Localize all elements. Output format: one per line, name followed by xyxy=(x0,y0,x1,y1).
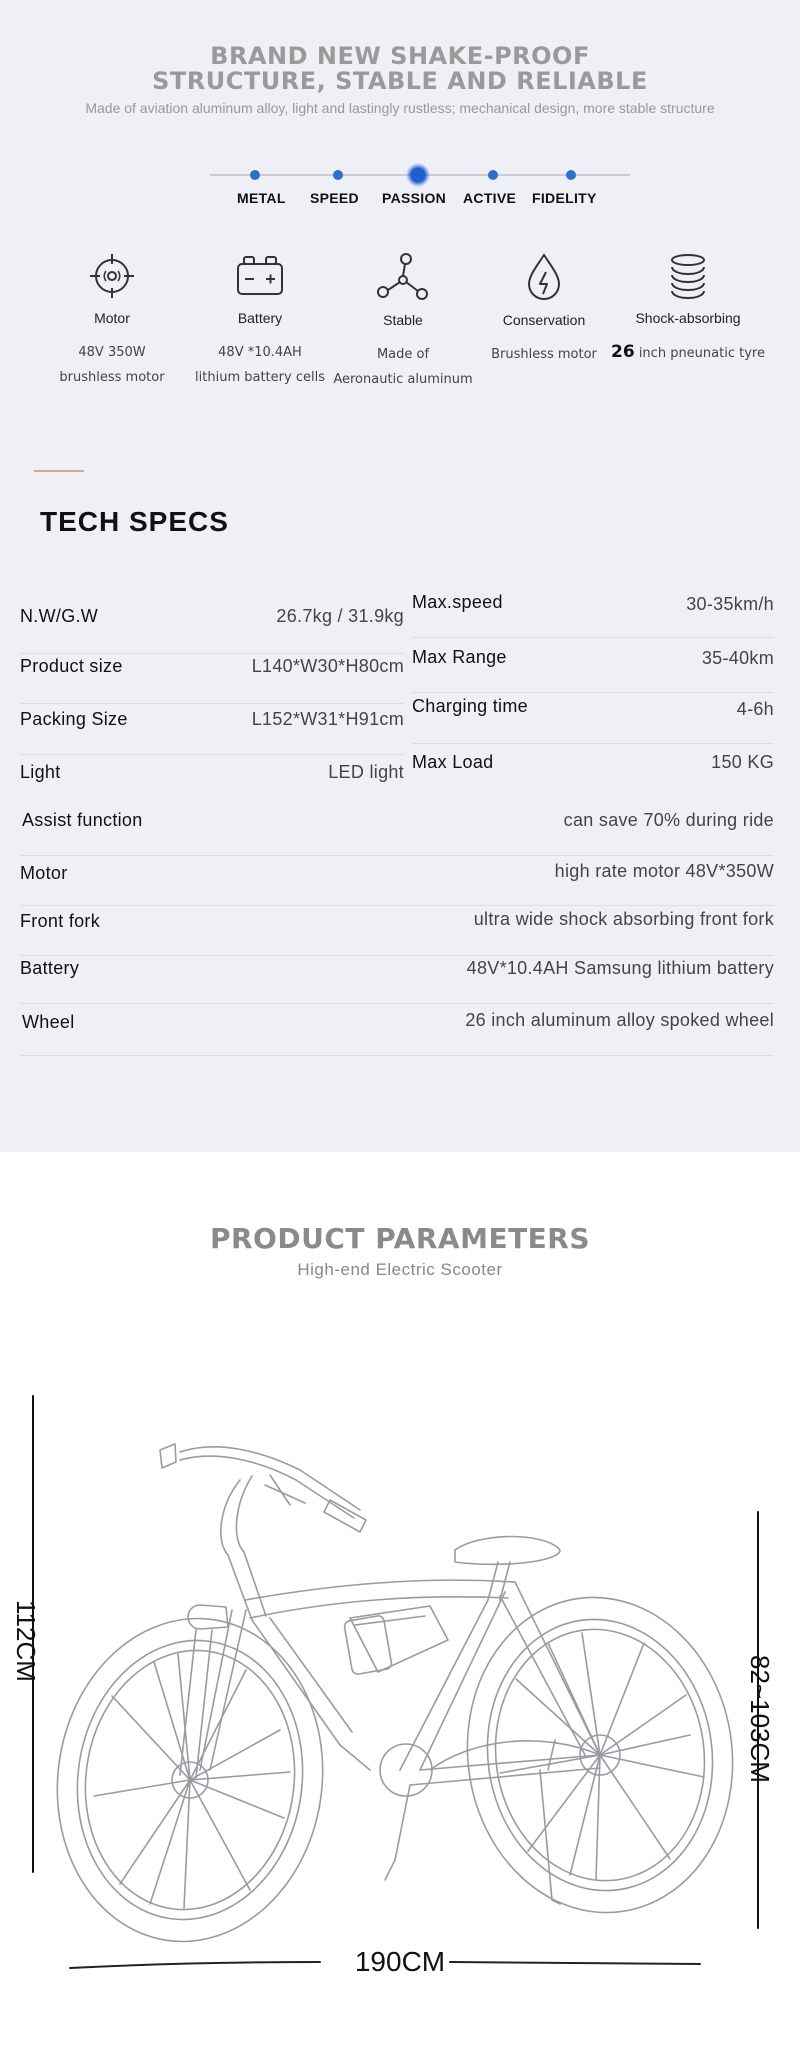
feature-desc xyxy=(608,340,768,366)
spec-row-wide xyxy=(20,806,774,856)
feature-desc-line-1: 48V 350W xyxy=(78,345,146,360)
feature-desc xyxy=(42,340,182,390)
feature-name: Stable xyxy=(383,312,423,328)
spec-value: 35-40km xyxy=(701,648,774,668)
feature-desc xyxy=(474,342,614,367)
spec-key: Light xyxy=(20,762,61,782)
parameters-subtitle: High-end Electric Scooter xyxy=(297,1260,503,1279)
feature-desc-line-2: lithium battery cells xyxy=(195,370,325,385)
feature-desc-line-1: Made of xyxy=(376,347,430,362)
feature-desc xyxy=(190,340,330,390)
spec-row-wide xyxy=(20,1006,774,1056)
timeline-dot-passion-active[interactable] xyxy=(406,163,430,187)
stable-icon xyxy=(376,252,430,302)
feature-desc-line-1: 48V *10.4AH xyxy=(218,345,302,360)
spec-row xyxy=(412,694,774,744)
spec-key: Charging time xyxy=(412,696,528,716)
feature-name: Shock-absorbing xyxy=(635,310,741,326)
feature-motor xyxy=(42,252,182,390)
spec-row xyxy=(412,588,774,638)
shock-absorbing-icon xyxy=(666,252,710,300)
feature-desc-line-2: brushless motor xyxy=(59,370,165,385)
spec-key: Wheel xyxy=(22,1012,75,1032)
spec-row xyxy=(20,760,404,810)
tyre-size-number: 26 xyxy=(611,342,635,362)
spec-value: 30-35km/h xyxy=(686,594,774,614)
spec-value: can save 70% during ride xyxy=(563,810,774,830)
spec-value: LED light xyxy=(328,762,404,782)
spec-rule xyxy=(20,703,404,704)
timeline-label-fidelity[interactable]: FIDELITY xyxy=(532,190,597,206)
spec-key: N.W/G.W xyxy=(20,606,99,626)
spec-key: Product size xyxy=(20,656,123,676)
spec-row-wide xyxy=(20,954,774,1004)
timeline-label-active[interactable]: ACTIVE xyxy=(463,190,517,206)
spec-value: L140*W30*H80cm xyxy=(251,656,404,676)
feature-battery xyxy=(190,252,330,390)
height-dimension-label: 112CM xyxy=(11,1600,41,1682)
bike-drawing xyxy=(0,1300,800,2000)
feature-name: Motor xyxy=(94,310,130,326)
feature-stable xyxy=(333,252,473,392)
motor-icon xyxy=(88,252,136,300)
spec-value: L152*W31*H91cm xyxy=(251,709,404,729)
timeline-label-speed[interactable]: SPEED xyxy=(310,190,359,206)
timeline-dot-fidelity[interactable] xyxy=(566,170,576,180)
headline-line-2: STRUCTURE, STABLE AND RELIABLE xyxy=(152,67,648,95)
feature-desc-line-1 xyxy=(608,340,768,366)
seat-height-dimension-label: 82~103CM xyxy=(745,1655,775,1783)
spec-key: Max Load xyxy=(412,752,494,772)
feature-conservation xyxy=(474,252,614,367)
accent-divider xyxy=(34,470,84,472)
spec-key: Motor xyxy=(20,863,68,883)
spec-value: 26.7kg / 31.9kg xyxy=(276,606,404,626)
spec-key: Front fork xyxy=(20,911,101,931)
spec-rule xyxy=(412,637,774,638)
spec-value: 26 inch aluminum alloy spoked wheel xyxy=(465,1010,774,1030)
timeline-dot-speed[interactable] xyxy=(333,170,343,180)
spec-row xyxy=(412,643,774,693)
spec-rule xyxy=(412,692,774,693)
spec-row xyxy=(412,750,774,800)
spec-row xyxy=(20,604,404,654)
spec-rule xyxy=(20,1003,774,1004)
spec-row xyxy=(20,705,404,755)
battery-icon xyxy=(234,252,286,300)
spec-row-wide xyxy=(20,906,774,956)
tyre-size-text: inch pneunatic tyre xyxy=(634,346,765,361)
spec-value: 150 KG xyxy=(711,752,774,772)
spec-key: Battery xyxy=(20,958,80,978)
timeline-dot-metal[interactable] xyxy=(250,170,260,180)
spec-value: 4-6h xyxy=(736,699,774,719)
feature-name: Conservation xyxy=(502,312,586,328)
spec-value: high rate motor 48V*350W xyxy=(554,861,774,881)
feature-shock-absorbing xyxy=(608,252,768,366)
spec-key: Max.speed xyxy=(412,592,503,612)
timeline-label-passion[interactable]: PASSION xyxy=(382,190,447,206)
feature-desc-line-2: Aeronautic aluminum xyxy=(333,372,473,387)
feature-desc xyxy=(333,342,473,392)
headline-line-1: BRAND NEW SHAKE-PROOF xyxy=(210,42,590,70)
parameters-title: PRODUCT PARAMETERS xyxy=(209,1222,591,1255)
spec-value: 48V*10.4AH Samsung lithium battery xyxy=(466,958,774,978)
spec-key: Packing Size xyxy=(20,709,128,729)
conservation-icon xyxy=(521,252,567,302)
spec-rule xyxy=(20,754,404,755)
length-dimension-label: 190CM xyxy=(354,1946,446,1977)
tech-specs-title: TECH SPECS xyxy=(40,506,229,537)
spec-rule xyxy=(20,1055,774,1056)
timeline-dot-active[interactable] xyxy=(488,170,498,180)
feature-name: Battery xyxy=(237,310,283,326)
spec-key: Assist function xyxy=(22,810,143,830)
spec-row xyxy=(20,654,404,704)
spec-key: Max Range xyxy=(412,647,507,667)
feature-desc-line-1: Brushless motor xyxy=(491,347,597,362)
spec-value: ultra wide shock absorbing front fork xyxy=(473,909,774,929)
spec-row-wide xyxy=(20,856,774,906)
spec-rule xyxy=(412,743,774,744)
timeline-label-metal[interactable]: METAL xyxy=(237,190,286,206)
headline-subtitle: Made of aviation aluminum alloy, light and lastingly rustless; mechanical design, more stable structure xyxy=(85,100,715,116)
